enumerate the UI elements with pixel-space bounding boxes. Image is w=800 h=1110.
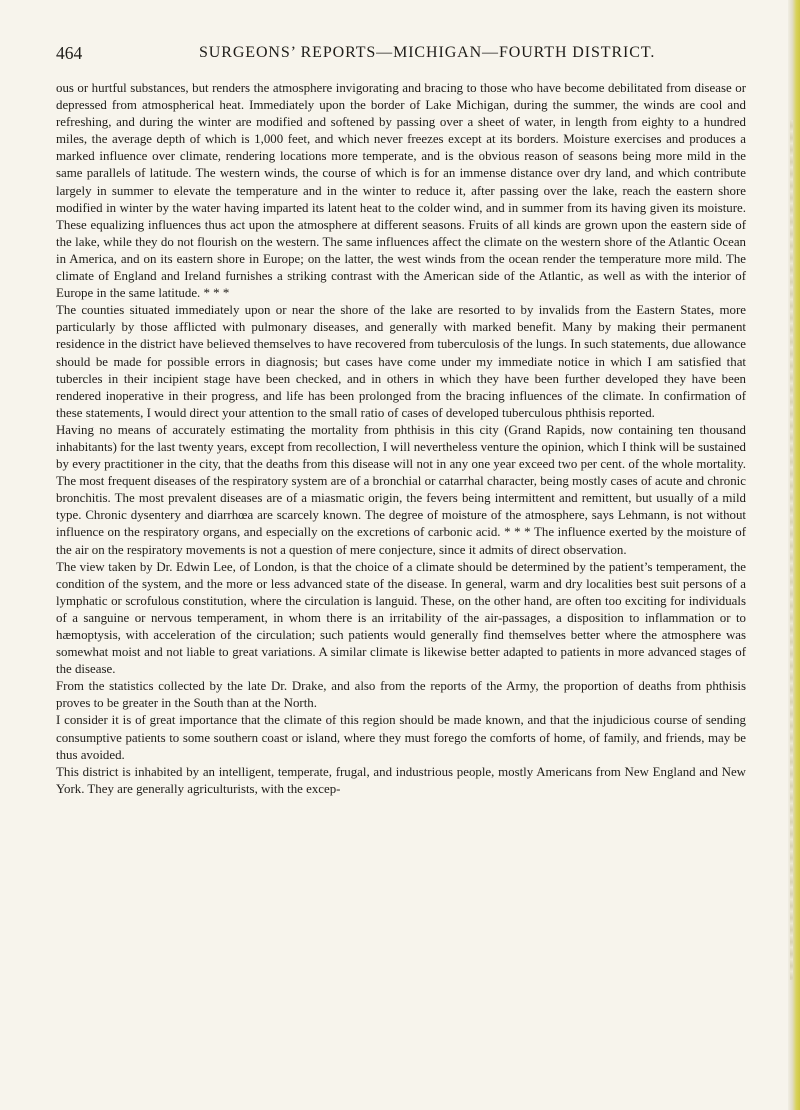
page-edge-shadow — [788, 0, 800, 1110]
page-header — [56, 43, 746, 65]
paragraph: This district is inhabited by an intelligent, temperate, frugal, and industrious people, mostly Americans from New England and New York. They are generally agriculturists, with the excep- — [56, 764, 746, 796]
running-head: SURGEONS’ REPORTS—MICHIGAN—FOURTH DISTRICT. — [199, 44, 656, 61]
paragraph: I consider it is of great importance that the climate of this region should be made known, and that the injudicious course of sending consumptive patients to some southern coast or island, where they must forego the comforts of home, of family, and friends, may be thus avoided. — [56, 713, 746, 762]
paragraph: The view taken by Dr. Edwin Lee, of London, is that the choice of a climate should be determined by the patient’s temperament, the condition of the system, and the more or less advanced state of the disease. In general, warm and dry localities best suit persons of a lymphatic or scrofulous constitution, where the circulation is languid. These, on the other hand, are often too exciting for individuals of a sanguine or nervous temperament, in whom there is an irritability of the air-passages, a disposition to inflammation or to hæmoptysis, with acceleration of the circulation; such patients would generally find themselves better where the atmosphere was somewhat moist and not liable to great variations. A similar climate is likewise better adapted to patients in more advanced stages of the disease. — [56, 559, 746, 677]
paragraph: ous or hurtful substances, but renders the atmosphere invigorating and bracing to those who have become debilitated from disease or depressed from atmospherical heat. Immediately upon the border of Lake Michigan, during the summer, the winds are cool and refreshing, and during the winter are modified and softened by passing over a sheet of water, in length from eighty to a hundred miles, the average depth of which is 1,000 feet, and which never freezes except at its borders. Moisture exercises and produces a marked influence over climate, rendering locations more temperate, and is the obvious reason of seasons being more mild in the same parallels of latitude. The western winds, the course of which is for an immense distance over dry land, and which contribute largely in summer to elevate the temperature and in the winter to reduce it, after passing over the lake, reach the eastern shore modified in winter by the water having imparted its latent heat to the colder wind, and in summer from its having given its moisture. These equalizing influences thus act upon the atmosphere at different seasons. Fruits of all kinds are grown upon the eastern side of the lake, while they do not flourish on the western. The same influences affect the climate on the western shore of the Atlantic Ocean in America, and on its eastern shore in Europe; on the latter, the west winds from the ocean render the temperature more mild. The climate of England and Ireland furnishes a striking contrast with the American side of the Atlantic, as well as with the interior of Europe in the same latitude. * * * — [56, 81, 746, 301]
paragraph: From the statistics collected by the late Dr. Drake, and also from the reports of the Army, the proportion of deaths from phthisis proves to be greater in the South than at the North. — [56, 679, 746, 711]
paragraph: The counties situated immediately upon or near the shore of the lake are resorted to by invalids from the Eastern States, more particularly by those afflicted with pulmonary diseases, and generally with marked benefit. Many by making their permanent residence in the district have believed themselves to have recovered from tuberculosis of the lungs. In such statements, due allowance should be made for possible errors in diagnosis; but cases have come under my immediate notice in which I am satisfied that tubercles in their incipient stage have been checked, and in others in which they have been further developed they have been rendered inoperative in their progress, and life has been prolonged from the bracing influences of the climate. In confirmation of these statements, I would direct your attention to the small ratio of cases of developed tuberculous phthisis reported. — [56, 303, 746, 420]
page-number: 464 — [56, 43, 83, 63]
body-text — [56, 80, 746, 1090]
paragraph: Having no means of accurately estimating the mortality from phthisis in this city (Grand Rapids, now containing ten thousand inhabitants) for the last twenty years, except from recollection, I will nevertheless venture the opinion, which I think will be sustained by every practitioner in the city, that the deaths from this disease will not in any one year exceed two per cent. of the whole mortality. The most frequent diseases of the respiratory system are of a bronchial or catarrhal character, being mostly cases of acute and chronic bronchitis. The most prevalent diseases are of a miasmatic origin, the fevers being intermittent and remittent, but usually of a mild type. Chronic dysentery and diarrhœa are scarcely known. The degree of moisture of the atmosphere, says Lehmann, is not without influence on the respiratory organs, and especially on the excretions of carbonic acid. * * * The influence exerted by the moisture of the air on the respiratory movements is not a question of mere conjecture, since it admits of direct observation. — [56, 422, 746, 557]
